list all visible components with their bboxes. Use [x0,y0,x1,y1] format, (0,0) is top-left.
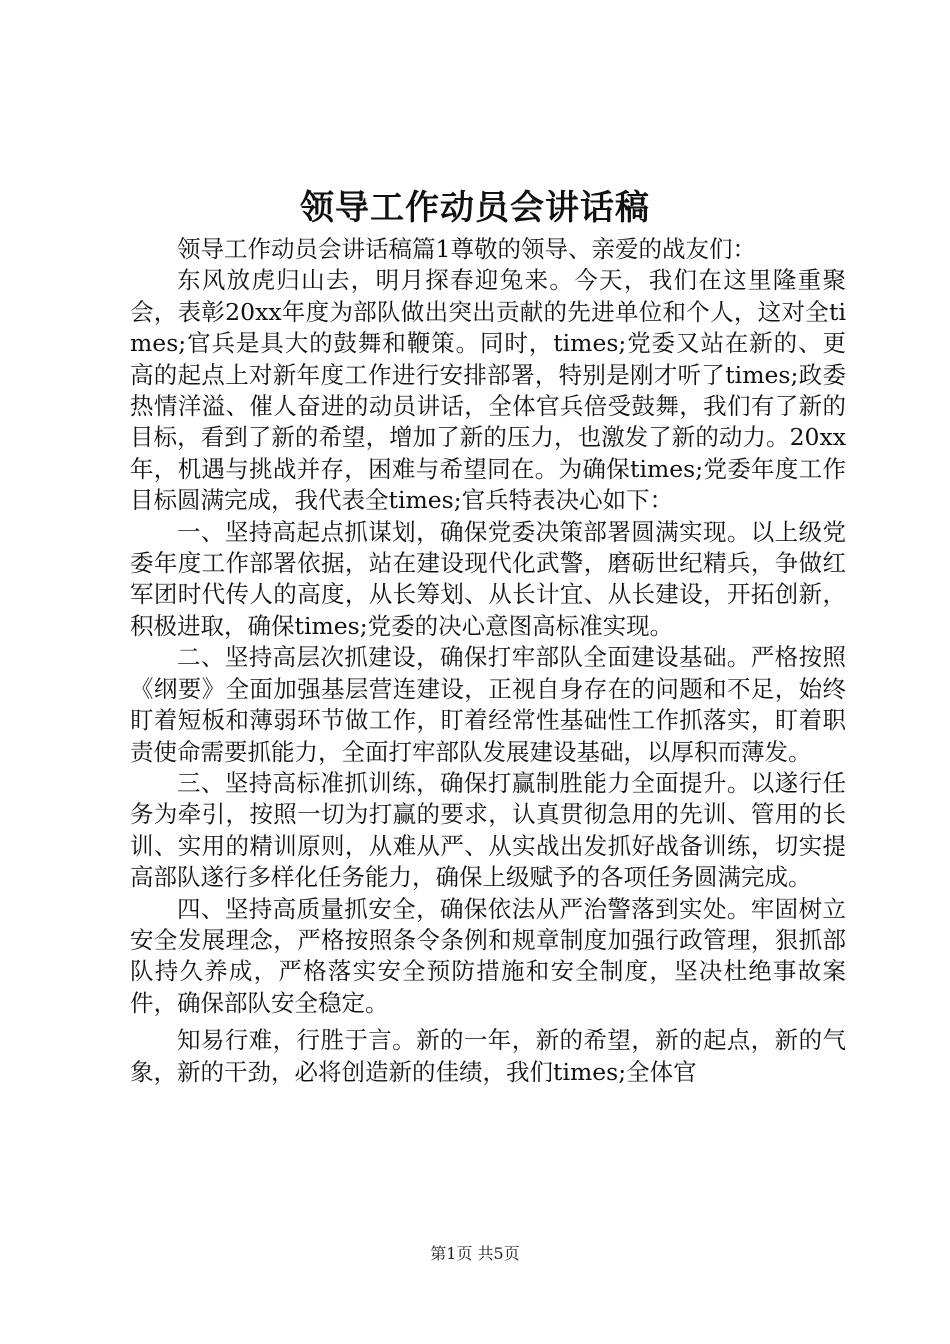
document-body [130,234,846,1088]
document-title: 领导工作动员会讲话稿 [300,188,650,228]
paragraph-point-4: 四、坚持高质量抓安全，确保依法从严治警落到实处。牢固树立安全发展理念，严格按照条令条例和规章制度加强行政管理，狠抓部队持久养成，严格落实安全预防措施和安全制度，坚决杜绝事故案件，确保部队安全稳定。 [130,894,846,1017]
paragraph-point-2: 二、坚持高层次抓建设，确保打牢部队全面建设基础。严格按照《纲要》全面加强基层营连建设，正视自身存在的问题和不足，始终盯着短板和薄弱环节做工作，盯着经常性基础性工作抓落实，盯着职责使命需要抓能力，全面打牢部队发展建设基础，以厚积而薄发。 [130,643,846,766]
paragraph-intro: 领导工作动员会讲话稿篇1尊敬的领导、亲爱的战友们： [177,235,756,263]
paragraph-point-3: 三、坚持高标准抓训练，确保打赢制胜能力全面提升。以遂行任务为牵引，按照一切为打赢的要求，认真贯彻急用的先训、管用的长训、实用的精训原则，从难从严、从实战出发抓好战备训练，切实提高部队遂行多样化任务能力，确保上级赋予的各项任务圆满完成。 [130,768,846,892]
paragraph-opening: 东风放虎归山去，明月探春迎兔来。今天，我们在这里隆重聚会，表彰20xx年度为部队做出突出贡献的先进单位和个人，这对全times;官兵是具大的鼓舞和鞭策。同时，times;党委又站在新的、更高的起点上对新年度工作进行安排部署，特别是刚才听了times;政委热情洋溢、催人奋进的动员讲话，全体官兵倍受鼓舞，我们有了新的目标，看到了新的希望，增加了新的压力，也激发了新的动力。20xx年，机遇与挑战并存，困难与希望同在。为确保times;党委年度工作目标圆满完成，我代表全times;官兵特表决心如下： [130,266,846,515]
paragraph-point-1: 一、坚持高起点抓谋划，确保党委决策部署圆满实现。以上级党委年度工作部署依据，站在建设现代化武警，磨砺世纪精兵，争做红军团时代传人的高度，从长筹划、从长计宜、从长建设，开拓创新，积极进取，确保times;党委的决心意图高标准实现。 [130,517,846,640]
paragraph-closing: 知易行难，行胜于言。新的一年，新的希望，新的起点，新的气象，新的干劲，必将创造新的佳绩，我们times;全体官 [130,1026,846,1086]
page-footer: 第1页 共5页 [430,1244,520,1263]
